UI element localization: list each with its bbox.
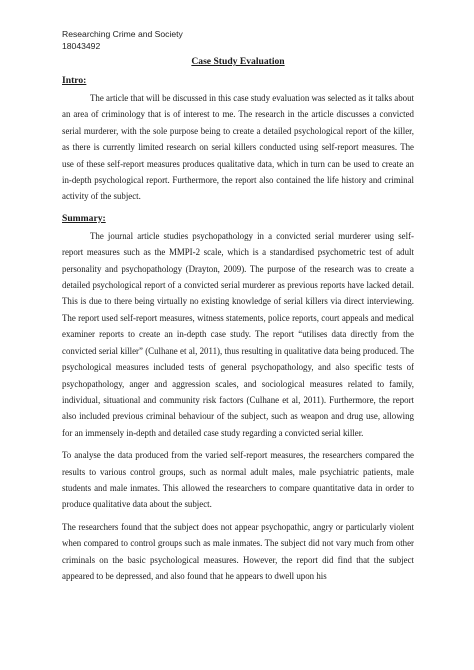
findings-paragraph: The researchers found that the subject does not appear psychopathic, angry or particularly violent when compared to control groups such as male inmates. The subject did not vary much from other criminals on the basic psychological measures. However, the report did find that the subject appeared to be depressed, and also found that he appears to dwell upon his <box>62 521 414 581</box>
intro-paragraph: The article that will be discussed in this case study evaluation was selected as it talks about an area of criminology that is of interest to me. The research in the article discusses a convicted serial murderer, with the sole purpose being to create a detailed psychological report of the killer, as there is currently limited research on serial killers conducted using self-report measures. The use of these self-report measures produces qualitative data, which in turn can be used to create an in-depth psychological report. Furthermore, the report also contained the life history and criminal activity of the subject. <box>62 93 414 202</box>
summary-heading: Summary: <box>62 212 106 224</box>
page-header <box>62 28 183 52</box>
summary-paragraph: The journal article studies psychopathology in a convicted serial murderer using self-report measures such as the MMPI-2 scale, which is a standardised psychometric test of adult personality and psychopathology (Drayton, 2009). The purpose of the research was to create a detailed psychological report of a convicted serial murderer as previous reports have lacked detail. This is due to there being virtually no existing knowledge of serial killers via direct interviewing. The report used self-report measures, witness statements, police reports, court appeals and medical examiner reports to create an in-depth case study. The report “utilises data directly from the convicted serial killer” (Culhane et al, 2011), thus resulting in qualitative data being produced. The psychological measures included tests of general psychopathology, and also specific tests of psychopathology, anger and aggression scales, and sociological measures related to family, individual, situational and community risk factors (Culhane et al, 2011). Furthermore, the report also included previous criminal behaviour of the subject, such as weapon and drug use, allowing for an immensely in-depth and detailed case study regarding a convicted serial killer. <box>62 230 414 438</box>
module-name: Researching Crime and Society <box>62 29 183 39</box>
document-title: Case Study Evaluation <box>191 56 285 67</box>
document-body <box>62 56 414 584</box>
analysis-paragraph: To analyse the data produced from the varied self-report measures, the researchers compared the results to various control groups, such as normal adult males, male psychiatric patients, male students and male inmates. This allowed the researchers to compare quantitative data in order to produce qualitative data about the subject. <box>62 450 414 510</box>
intro-heading: Intro: <box>62 75 87 86</box>
student-id: 18043492 <box>62 41 101 51</box>
